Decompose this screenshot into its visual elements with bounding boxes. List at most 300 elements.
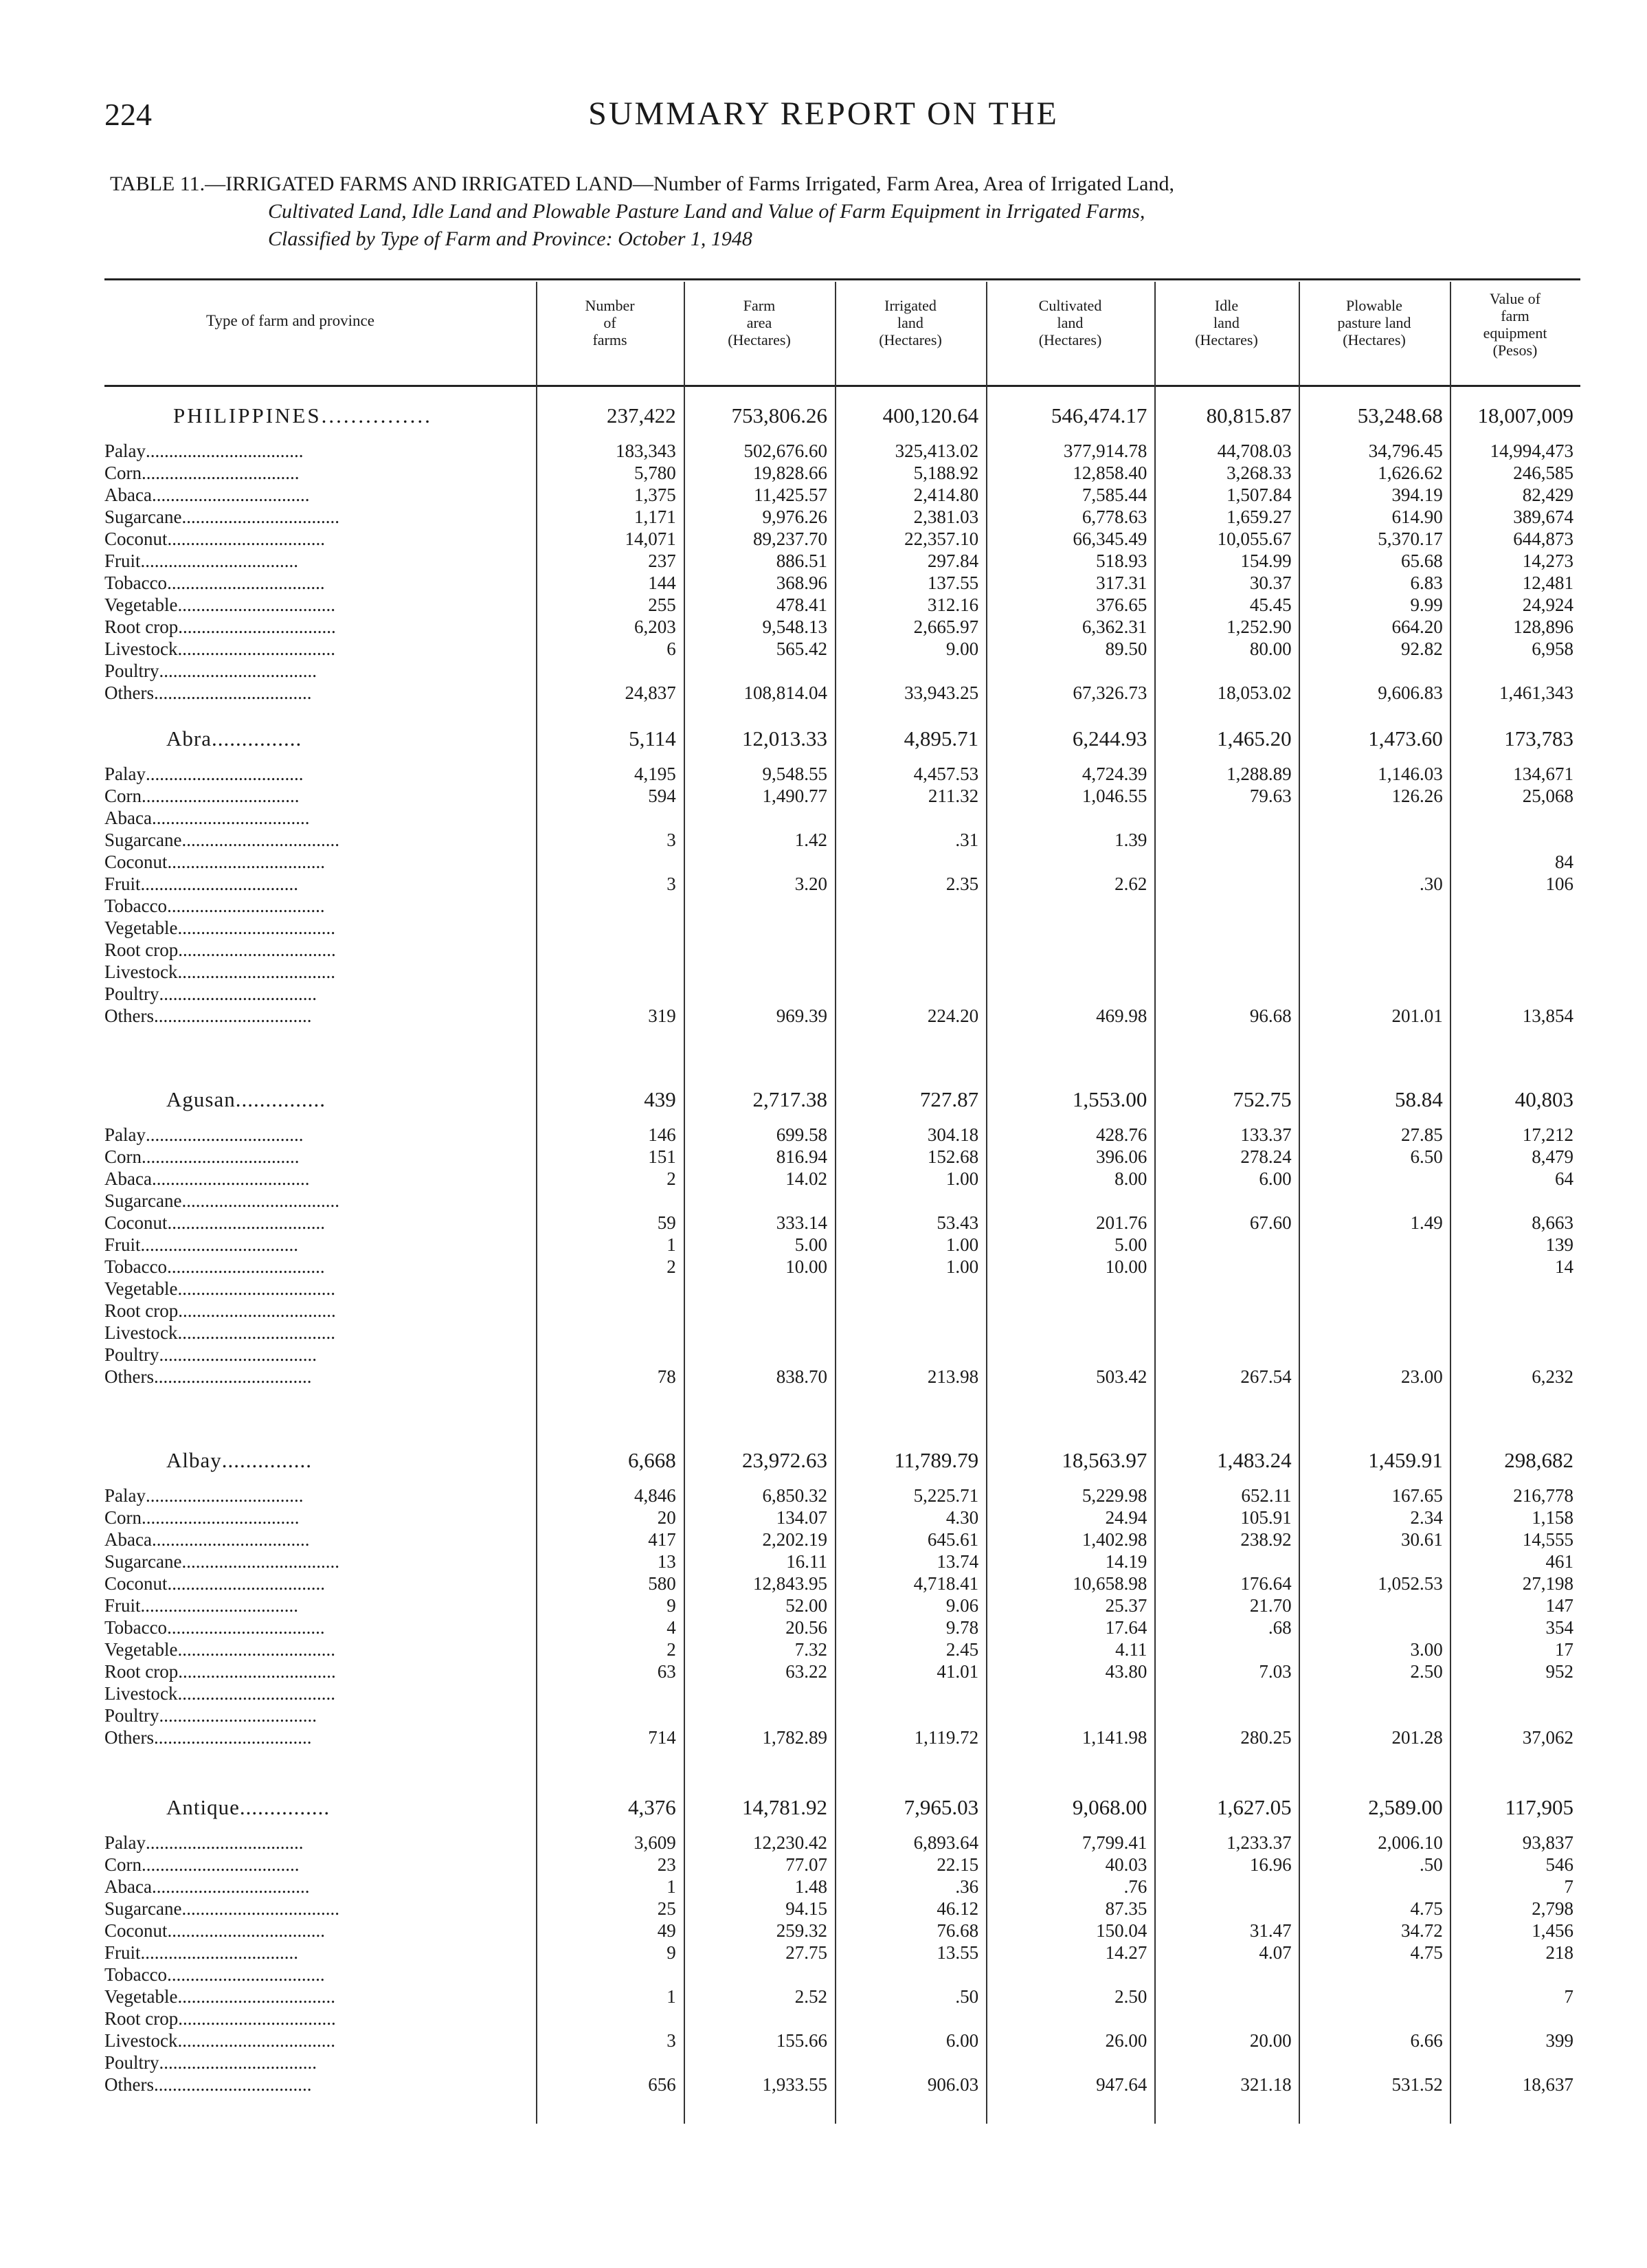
column-header-5-line: (Hectares)	[1195, 331, 1258, 348]
column-header-7-line: equipment	[1483, 324, 1547, 342]
table-row	[104, 873, 1582, 895]
table-cell: .36	[955, 1876, 979, 1897]
table-cell	[987, 1704, 1155, 1726]
province-total-row	[104, 715, 1582, 763]
table-cell: 1,171	[634, 507, 676, 527]
farm-type: Abaca..................................	[104, 808, 310, 828]
table-cell: 2,414.80	[913, 485, 979, 505]
table-cell	[1155, 1256, 1299, 1278]
table-cell: 1,052.53	[1378, 1573, 1443, 1594]
table-cell	[987, 2008, 1155, 2030]
table-cell: 106	[1545, 874, 1573, 894]
farm-type-label: Fruit	[104, 1595, 141, 1616]
table-cell: 1,402.98	[1082, 1529, 1147, 1550]
table-cell: 33,943.25	[904, 682, 979, 703]
total-cell: 18,007,009	[1477, 403, 1573, 427]
table-cell: 2.35	[945, 874, 979, 894]
total-cell: 4,376	[628, 1795, 676, 1819]
farm-type: Others..................................	[104, 1366, 312, 1387]
farm-type-label: Sugarcane	[104, 1898, 182, 1919]
farm-type-label: Coconut	[104, 529, 168, 549]
column-header-6-line: pasture land	[1337, 314, 1411, 331]
table-cell: 49	[657, 1920, 676, 1941]
table-cell	[684, 1964, 836, 1986]
table-cell: 319	[648, 1005, 676, 1026]
table-cell	[1155, 917, 1299, 939]
farm-type: Coconut..................................	[104, 852, 325, 872]
farm-type: Corn..................................	[104, 463, 300, 483]
table-row	[104, 983, 1582, 1005]
column-header-6-line: Plowable	[1346, 297, 1402, 314]
table-cell: 428.76	[1096, 1124, 1147, 1145]
table-cell: 150.04	[1096, 1920, 1147, 1941]
table-cell	[684, 660, 836, 682]
table-cell: 13.55	[937, 1942, 979, 1963]
table-row	[104, 917, 1582, 939]
table-cell	[987, 1278, 1155, 1300]
farm-type-label: Others	[104, 1366, 154, 1387]
table-cell: 11,425.57	[753, 485, 827, 505]
table-cell: 176.64	[1240, 1573, 1292, 1594]
table-cell	[1300, 1550, 1451, 1572]
total-cell: 14,781.92	[741, 1795, 827, 1819]
farm-type-label: Vegetable	[104, 1986, 178, 2007]
table-cell	[537, 1278, 684, 1300]
table-row	[104, 1550, 1582, 1572]
table-row	[104, 1212, 1582, 1234]
table-cell	[537, 983, 684, 1005]
table-cell: 27,198	[1522, 1573, 1573, 1594]
table-cell	[537, 917, 684, 939]
table-cell	[1451, 939, 1582, 961]
total-cell: 439	[644, 1087, 676, 1111]
table-cell: 2.34	[1410, 1507, 1443, 1528]
table-cell: 10,055.67	[1217, 529, 1292, 549]
table-cell: 4,724.39	[1082, 764, 1147, 784]
column-header-6-line: (Hectares)	[1343, 331, 1406, 348]
farm-type-label: Livestock	[104, 961, 178, 982]
table-cell: 34.72	[1401, 1920, 1443, 1941]
table-cell: 546	[1545, 1854, 1573, 1875]
province-name: Antique...............	[166, 1795, 330, 1819]
table-cell: 417	[648, 1529, 676, 1550]
table-cell: 3	[666, 2030, 676, 2051]
farm-type: Root crop..................................	[104, 940, 336, 960]
farm-type: Sugarcane..................................	[104, 1190, 339, 1211]
table-cell: 1,158	[1532, 1507, 1573, 1528]
table-row	[104, 939, 1582, 961]
table-row	[104, 616, 1582, 638]
table-cell: 18,053.02	[1217, 682, 1292, 703]
table-cell: 4.75	[1410, 1942, 1443, 1963]
table-row	[104, 1964, 1582, 1986]
table-cell: 24,924	[1522, 594, 1573, 615]
table-cell: 8,663	[1532, 1212, 1573, 1233]
table-cell: 9,606.83	[1378, 682, 1443, 703]
total-cell: 753,806.26	[731, 403, 827, 427]
table-cell: 1	[666, 1234, 676, 1255]
table-cell: 2,006.10	[1378, 1832, 1443, 1853]
table-cell: 3.00	[1410, 1639, 1443, 1660]
table-cell	[1300, 1256, 1451, 1278]
farm-type: Coconut..................................	[104, 1920, 325, 1941]
table-cell	[684, 1322, 836, 1344]
table-cell: 461	[1545, 1551, 1573, 1572]
table-cell: 255	[648, 594, 676, 615]
farm-type-label: Sugarcane	[104, 1551, 182, 1572]
table-cell	[987, 1300, 1155, 1322]
table-cell: 2.50	[1410, 1661, 1443, 1682]
table-row	[104, 1366, 1582, 1388]
farm-type-label: Poultry	[104, 1705, 159, 1726]
table-cell	[1300, 1344, 1451, 1366]
table-cell	[1300, 660, 1451, 682]
farm-type: Fruit..................................	[104, 874, 299, 894]
table-cell	[987, 851, 1155, 873]
column-header-1-line: Number	[585, 297, 635, 314]
table-cell: 325,413.02	[895, 441, 979, 461]
farm-type-label: Vegetable	[104, 918, 178, 938]
page-title: SUMMARY REPORT ON THE	[588, 96, 1059, 132]
table-cell	[836, 939, 987, 961]
table-cell: .31	[955, 830, 979, 850]
table-cell: 1.42	[794, 830, 827, 850]
table-row	[104, 528, 1582, 550]
table-cell: 27.75	[785, 1942, 827, 1963]
column-header-5-line: land	[1213, 314, 1240, 331]
table-cell: 304.18	[927, 1124, 979, 1145]
table-cell	[1155, 829, 1299, 851]
total-cell: 23,972.63	[741, 1448, 827, 1472]
section-philippines	[104, 392, 1582, 704]
farm-type: Livestock..................................	[104, 2030, 335, 2051]
farm-type-label: Poultry	[104, 660, 159, 681]
table-cell	[836, 1300, 987, 1322]
farm-type-label: Palay	[104, 1485, 146, 1506]
table-cell	[1300, 1168, 1451, 1190]
header-bottom-rule	[104, 385, 1580, 387]
table-cell: 2,381.03	[913, 507, 979, 527]
column-header-3-line: (Hectares)	[879, 331, 942, 348]
farm-type-label: Livestock	[104, 1683, 178, 1704]
column-header-4	[986, 297, 1154, 348]
table-cell	[1155, 1898, 1299, 1920]
table-row	[104, 1704, 1582, 1726]
table-cell	[1155, 1344, 1299, 1366]
table-row	[104, 1190, 1582, 1212]
table-cell: 41.01	[937, 1661, 979, 1682]
table-cell	[1300, 1964, 1451, 1986]
table-cell: 6.83	[1410, 572, 1443, 593]
table-cell: 2,798	[1532, 1898, 1573, 1919]
table-cell: 79.63	[1249, 786, 1292, 806]
table-cell	[684, 983, 836, 1005]
table-cell: 16.96	[1249, 1854, 1292, 1875]
farm-type: Sugarcane..................................	[104, 1551, 339, 1572]
province-name-text: Abra	[166, 726, 212, 751]
table-cell: 10,658.98	[1073, 1573, 1147, 1594]
table-row	[104, 1942, 1582, 1964]
table-cell: 394.19	[1391, 485, 1443, 505]
table-cell: 238.92	[1240, 1529, 1292, 1550]
table-cell: 201.28	[1391, 1727, 1443, 1748]
table-cell: 969.39	[776, 1005, 827, 1026]
table-row	[104, 1594, 1582, 1616]
table-cell: 25,068	[1522, 786, 1573, 806]
table-cell	[1155, 1300, 1299, 1322]
farm-type: Tobacco..................................	[104, 1256, 325, 1277]
table-cell: 1,375	[634, 485, 676, 505]
farm-type-label: Abaca	[104, 808, 152, 828]
table-row	[104, 594, 1582, 616]
farm-type: Sugarcane..................................	[104, 1898, 339, 1919]
table-cell: 377,914.78	[1063, 441, 1147, 461]
table-cell	[1300, 1278, 1451, 1300]
table-row	[104, 1146, 1582, 1168]
table-cell	[684, 917, 836, 939]
table-cell: 580	[648, 1573, 676, 1594]
column-header-3-line: Irrigated	[884, 297, 937, 314]
table-row	[104, 1124, 1582, 1146]
table-cell	[1451, 1682, 1582, 1704]
table-cell	[1300, 829, 1451, 851]
table-cell: 714	[648, 1727, 676, 1748]
table-row	[104, 763, 1582, 785]
table-row	[104, 660, 1582, 682]
total-cell: 727.87	[919, 1087, 979, 1111]
farm-type: Coconut..................................	[104, 1212, 325, 1233]
table-row	[104, 1300, 1582, 1322]
table-cell	[537, 2052, 684, 2074]
table-cell: 952	[1545, 1661, 1573, 1682]
farm-type-label: Coconut	[104, 1920, 168, 1941]
table-cell	[1300, 939, 1451, 961]
table-cell	[537, 1704, 684, 1726]
table-cell	[1155, 1550, 1299, 1572]
farm-type-label: Abaca	[104, 485, 152, 505]
province-name-text: Antique	[166, 1795, 240, 1819]
column-header-4-line: land	[1057, 314, 1084, 331]
total-cell: 5,114	[629, 726, 676, 751]
table-cell: 1	[666, 1986, 676, 2007]
table-cell: 9.78	[945, 1617, 979, 1638]
table-cell: 201.01	[1391, 1005, 1443, 1026]
table-cell	[1451, 1190, 1582, 1212]
table-row	[104, 1920, 1582, 1942]
farm-type-label: Tobacco	[104, 572, 168, 593]
table-cell: 53.43	[937, 1212, 979, 1233]
farm-type-label: Fruit	[104, 1942, 141, 1963]
table-cell	[1300, 1616, 1451, 1638]
table-row	[104, 506, 1582, 528]
table-row	[104, 785, 1582, 807]
caption-line-1: TABLE 11.—IRRIGATED FARMS AND IRRIGATED LAND—Number of Farms Irrigated, Farm Area, Area of Irrigated Land,	[110, 173, 1174, 195]
farm-type: Fruit..................................	[104, 551, 299, 571]
table-cell: 9,548.55	[762, 764, 827, 784]
table-cell: 9,548.13	[762, 616, 827, 637]
table-cell: 259.32	[776, 1920, 827, 1941]
farm-type-label: Palay	[104, 1124, 146, 1145]
table-cell: 1,456	[1532, 1920, 1573, 1941]
table-cell: 17.64	[1105, 1617, 1147, 1638]
farm-type-label: Sugarcane	[104, 1190, 182, 1211]
table-cell: 23.00	[1401, 1366, 1443, 1387]
farm-type: Others..................................	[104, 1005, 312, 1026]
table-cell: 3.20	[794, 874, 827, 894]
table-cell: 20.56	[785, 1617, 827, 1638]
table-cell: 368.96	[776, 572, 827, 593]
table-cell: .68	[1268, 1617, 1292, 1638]
table-cell: 4,457.53	[913, 764, 979, 784]
table-row	[104, 1660, 1582, 1682]
table-cell: 216,778	[1513, 1485, 1573, 1506]
column-header-6	[1299, 297, 1450, 348]
table-row	[104, 550, 1582, 572]
farm-type: Vegetable..................................	[104, 1639, 335, 1660]
table-cell: 1,119.72	[914, 1727, 979, 1748]
table-cell: 155.66	[776, 2030, 827, 2051]
total-cell: 298,682	[1504, 1448, 1573, 1472]
table-cell: 389,674	[1513, 507, 1573, 527]
table-caption	[110, 170, 1580, 253]
table-cell: 644,873	[1513, 529, 1573, 549]
table-row	[104, 1234, 1582, 1256]
table-cell	[537, 1300, 684, 1322]
farm-type-label: Vegetable	[104, 1278, 178, 1299]
table-cell: 2.62	[1114, 874, 1147, 894]
table-cell: 656	[648, 2074, 676, 2095]
table-cell: 947.64	[1096, 2074, 1147, 2095]
table-cell	[1300, 983, 1451, 1005]
table-cell	[987, 895, 1155, 917]
table-cell: 5,370.17	[1378, 529, 1443, 549]
table-cell	[1451, 807, 1582, 829]
farm-type: Poultry..................................	[104, 1705, 317, 1726]
table-cell: 317.31	[1096, 572, 1147, 593]
table-cell	[1155, 961, 1299, 983]
table-cell	[1155, 2052, 1299, 2074]
table-cell: 144	[648, 572, 676, 593]
table-cell	[1300, 1876, 1451, 1898]
header-top-rule	[104, 278, 1580, 280]
province-name-text: Agusan	[166, 1087, 236, 1111]
farm-type-label: Vegetable	[104, 1639, 178, 1660]
table-cell: 9	[666, 1942, 676, 1963]
table-cell: 6.66	[1410, 2030, 1443, 2051]
table-cell: 645.61	[927, 1529, 979, 1550]
farm-type: Coconut..................................	[104, 1573, 325, 1594]
farm-type: Palay..................................	[104, 1124, 304, 1145]
total-cell: 18,563.97	[1062, 1448, 1147, 1472]
table-cell: 2	[666, 1168, 676, 1189]
table-cell: 13	[657, 1551, 676, 1572]
table-cell	[987, 917, 1155, 939]
table-cell: 45.45	[1249, 594, 1292, 615]
farm-type: Poultry..................................	[104, 2052, 317, 2073]
total-cell: 2,589.00	[1368, 1795, 1443, 1819]
table-cell: 40.03	[1105, 1854, 1147, 1875]
table-cell: 5.00	[1114, 1234, 1147, 1255]
table-cell	[836, 917, 987, 939]
table-cell: 1	[666, 1876, 676, 1897]
table-cell	[836, 2008, 987, 2030]
farm-type: Tobacco..................................	[104, 1617, 325, 1638]
farm-type: Others..................................	[104, 2074, 312, 2095]
table-cell	[836, 1322, 987, 1344]
column-header-4-line: (Hectares)	[1038, 331, 1102, 348]
table-cell: 1,659.27	[1226, 507, 1292, 527]
table-cell	[1300, 1300, 1451, 1322]
table-cell: 43.80	[1105, 1661, 1147, 1682]
table-row	[104, 462, 1582, 484]
table-cell: 1.39	[1114, 830, 1147, 850]
table-cell	[1155, 1234, 1299, 1256]
table-row	[104, 1005, 1582, 1027]
table-cell: 26.00	[1105, 2030, 1147, 2051]
table-row	[104, 829, 1582, 851]
column-header-1-line: farms	[592, 331, 627, 348]
farm-type: Others..................................	[104, 1727, 312, 1748]
total-cell: 1,473.60	[1368, 726, 1443, 751]
table-cell	[684, 851, 836, 873]
table-cell	[537, 939, 684, 961]
section-agusan	[104, 1076, 1582, 1388]
table-cell	[836, 1344, 987, 1366]
total-cell: 1,459.91	[1368, 1448, 1443, 1472]
table-cell: 77.07	[785, 1854, 827, 1875]
total-cell: 58.84	[1395, 1087, 1443, 1111]
province-total-row	[104, 1436, 1582, 1485]
table-cell: 531.52	[1391, 2074, 1443, 2095]
table-cell: 1,933.55	[762, 2074, 827, 2095]
province-name-text: Albay	[166, 1448, 222, 1472]
farm-type: Livestock..................................	[104, 638, 335, 659]
table-cell	[1155, 1190, 1299, 1212]
farm-type: Corn..................................	[104, 1146, 300, 1167]
table-cell: 67,326.73	[1073, 682, 1147, 703]
table-cell	[836, 1682, 987, 1704]
table-cell: 183,343	[616, 441, 676, 461]
farm-type: Vegetable..................................	[104, 1278, 335, 1299]
table-cell	[1155, 1986, 1299, 2008]
table-cell: 22.15	[937, 1854, 979, 1875]
table-cell	[537, 961, 684, 983]
table-cell: 84	[1555, 852, 1573, 872]
farm-type-label: Sugarcane	[104, 507, 182, 527]
table-cell: 652.11	[1241, 1485, 1292, 1506]
table-cell: 1.49	[1410, 1212, 1443, 1233]
table-cell	[1155, 660, 1299, 682]
table-cell: 1,252.90	[1226, 616, 1292, 637]
table-cell: 80.00	[1249, 638, 1292, 659]
table-row	[104, 895, 1582, 917]
table-cell: 7	[1564, 1986, 1573, 2007]
table-cell	[836, 961, 987, 983]
table-cell: 838.70	[776, 1366, 827, 1387]
table-cell: 213.98	[927, 1366, 979, 1387]
table-cell	[987, 1964, 1155, 1986]
total-cell: 1,483.24	[1217, 1448, 1292, 1472]
total-cell: 546,474.17	[1051, 403, 1147, 427]
table-row	[104, 1528, 1582, 1550]
farm-type: Poultry..................................	[104, 983, 317, 1004]
table-cell	[836, 1964, 987, 1986]
table-cell	[1451, 1300, 1582, 1322]
table-cell	[684, 961, 836, 983]
table-cell	[684, 2052, 836, 2074]
table-cell: 3	[666, 874, 676, 894]
table-cell	[684, 895, 836, 917]
